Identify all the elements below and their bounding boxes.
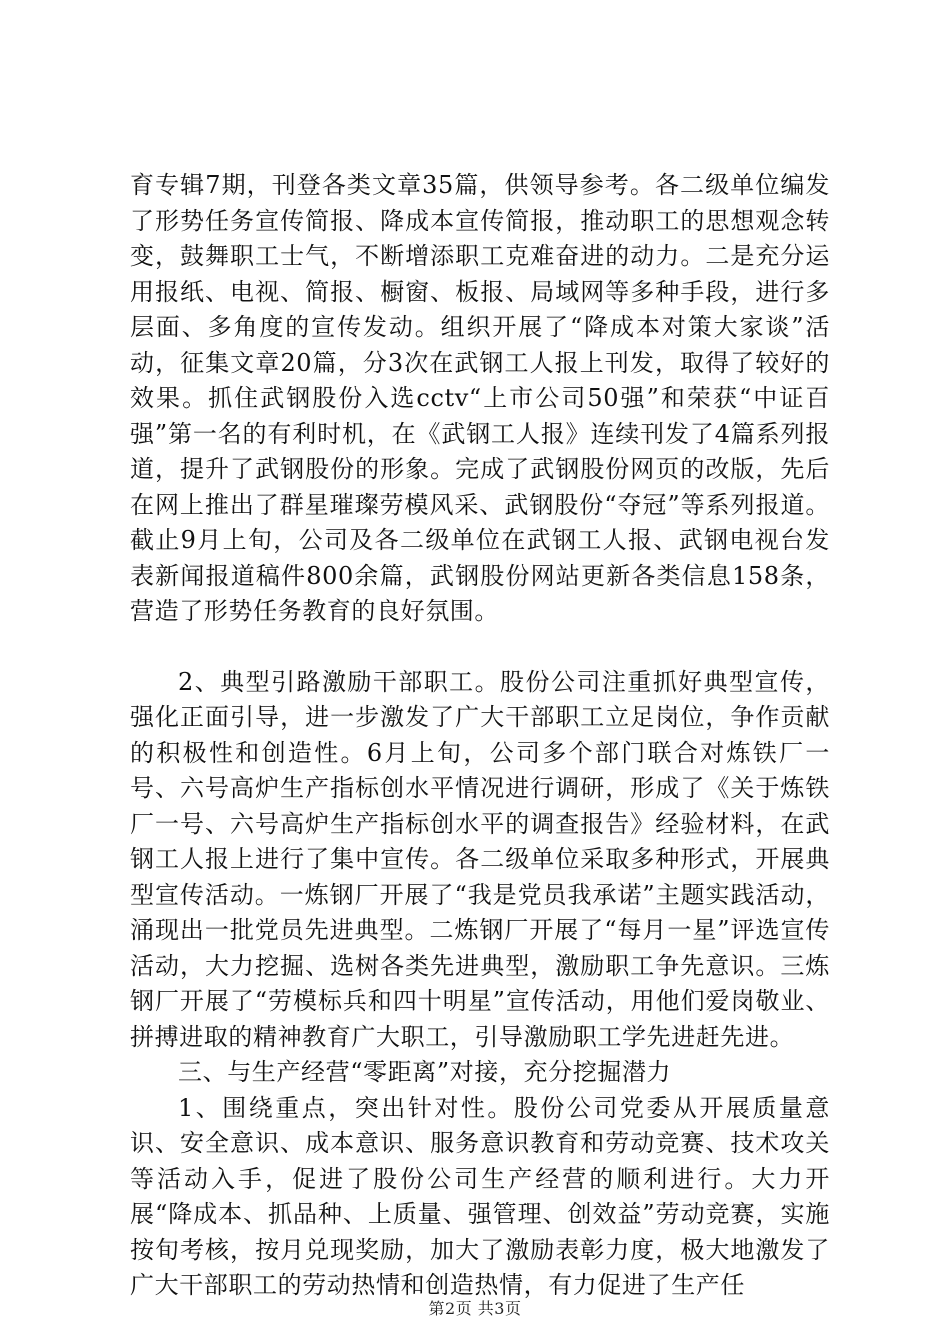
paragraph-focus-targeting: 1、围绕重点，突出针对性。股份公司党委从开展质量意识、安全意识、成本意识、服务意识教育和劳动竞赛、技术攻关等活动入手，促进了股份公司生产经营的顺利进行。大力开展“降成本、抓品种、上质量、强管理、创效益”劳动竞赛，实施按旬考核，按月兑现奖励，加大了激励表彰力度，极大地激发了广大干部职工的劳动热情和创造热情，有力促进了生产任: [130, 1093, 830, 1299]
paragraph-publicity-report: 育专辑7期，刊登各类文章35篇，供领导参考。各二级单位编发了形势任务宣传简报、降成本宣传简报，推动职工的思想观念转变，鼓舞职工士气，不断增添职工克难奋进的动力。二是充分运用报纸、电视、简报、橱窗、板报、局域网等多种手段，进行多层面、多角度的宣传发动。组织开展了“降成本对策大家谈”活动，征集文章20篇，分3次在武钢工人报上刊发，取得了较好的效果。抓住武钢股份入选cctv“上市公司50强”和荣获“中证百强”第一名的有利时机，在《武钢工人报》连续刊发了4篇系列报道，提升了武钢股份的形象。完成了武钢股份网页的改版，先后在网上推出了群星璀璨劳模风采、武钢股份“夺冠”等系列报道。截止9月上旬，公司及各二级单位在武钢工人报、武钢电视台发表新闻报道稿件800余篇，武钢股份网站更新各类信息158条，营造了形势任务教育的良好氛围。: [130, 171, 830, 625]
document-body: [130, 168, 830, 1304]
paragraph-typical-examples: 2、典型引路激励干部职工。股份公司注重抓好典型宣传，强化正面引导，进一步激发了广大干部职工立足岗位，争作贡献的积极性和创造性。6月上旬，公司多个部门联合对炼铁厂一号、六号高炉生产指标创水平情况进行调研，形成了《关于炼铁厂一号、六号高炉生产指标创水平的调查报告》经验材料，在武钢工人报上进行了集中宣传。各二级单位采取多种形式，开展典型宣传活动。一炼钢厂开展了“我是党员我承诺”主题实践活动，涌现出一批党员先进典型。二炼钢厂开展了“每月一星”评选宣传活动，大力挖掘、选树各类先进典型，激励职工争先意识。三炼钢厂开展了“劳模标兵和四十明星”宣传活动，用他们爱岗敬业、拼搏进取的精神教育广大职工，引导激励职工学先进赶先进。: [130, 667, 830, 1051]
page-number-footer: 第2页 共3页: [428, 1299, 522, 1318]
section-heading-production: 三、与生产经营“零距离”对接，充分挖掘潜力: [178, 1058, 672, 1086]
